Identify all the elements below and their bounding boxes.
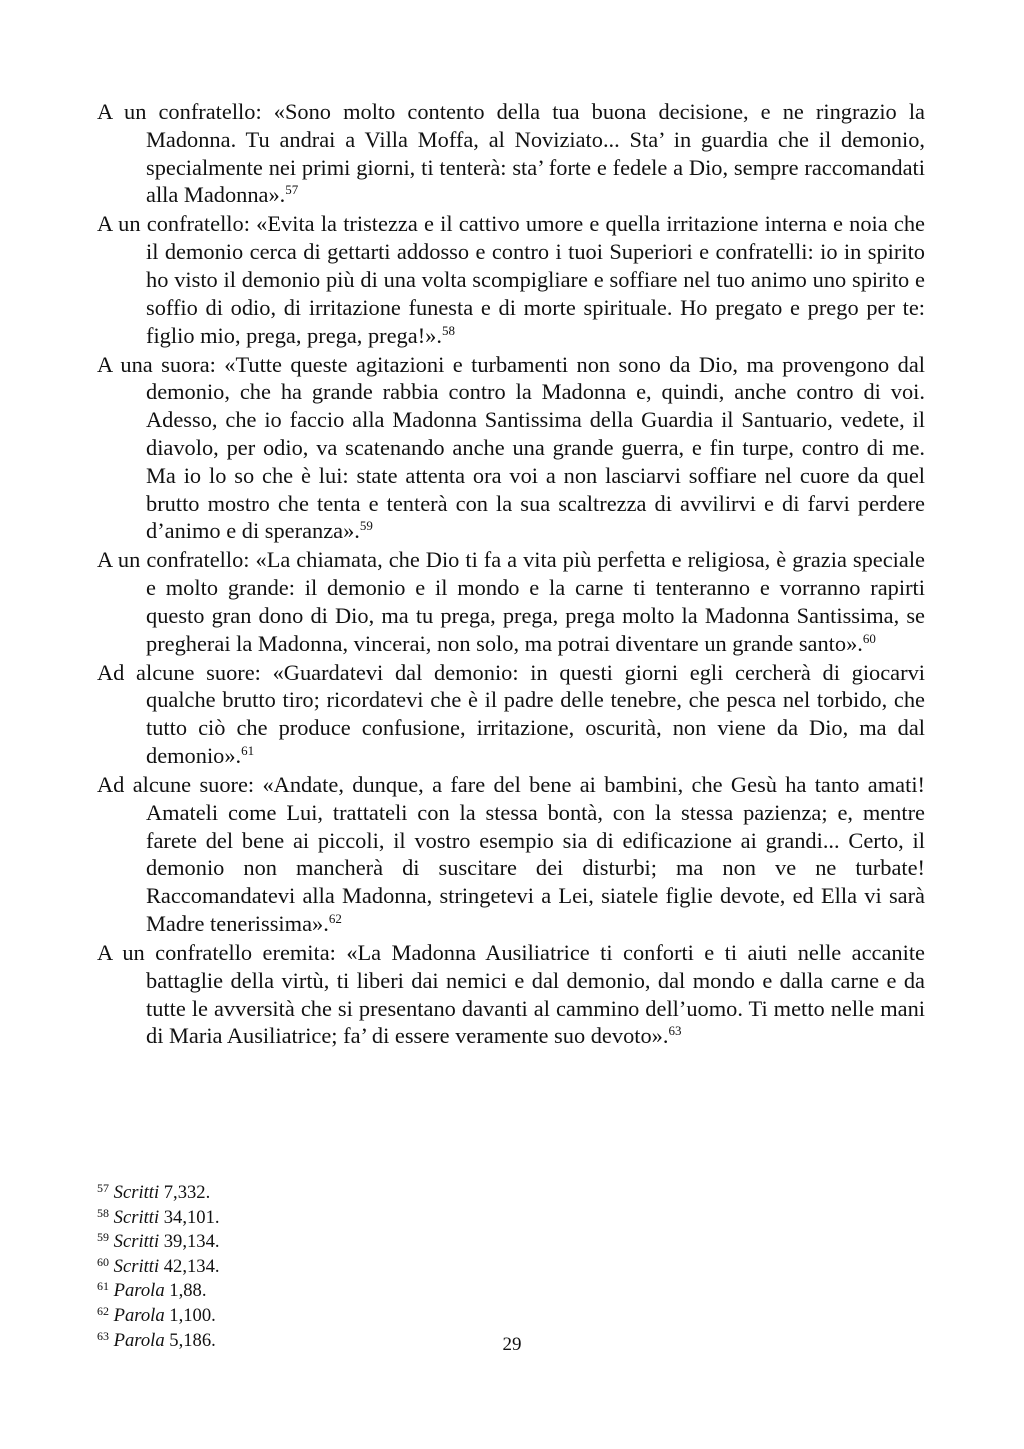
quote-entry-58: A un confratello: «Evita la tristezza e il cattivo umore e quella irritazione interna e noia che il demonio cerca di gettarti addosso e contro i tuoi Superiori e confratelli: io in spirito ho visto il demonio più di una volta scompigliare e soffiare nel tuo animo uno spirito e soffio di odio, di irritazione funesta e di morte spirituale. Ho pregato e prego per te: figlio mio, prega, prega, prega!».$^{58}$ [97, 211, 925, 348]
main-text [97, 98, 925, 1051]
footnote-57: $^{57}$ Scritti 7,332. [97, 1181, 211, 1203]
footnote-61: $^{61}$ Parola 1,88. [97, 1279, 207, 1302]
page-number: 29 [502, 1334, 522, 1355]
quote-entry-61: Ad alcune suore: «Guardatevi dal demonio: in questi giorni egli cercherà di giocarvi qualche brutto tiro; ricordatevi che è il padre delle tenebre, che pesca nel torbido, che tutto ciò che produce confusione, irritazione, oscurità, non viene da Dio, ma dal demonio».$^{61}$ [97, 659, 925, 769]
footnote-59: $^{59}$ Scritti 39,134. [97, 1230, 220, 1253]
footnote-ref-59[interactable]: 59 [359, 518, 373, 534]
footnotes [97, 1181, 597, 1353]
quote-entry-60: A un confratello: «La chiamata, che Dio ti fa a vita più perfetta e religiosa, è grazia speciale e molto grande: il demonio e il mondo e la carne ti tenteranno e vorranno rapirti questo gran dono di Dio, ma tu prega, prega, prega molto la Madonna Santissima, se pregherai la Madonna, vincerai, non solo, ma potrai diventare un grande santo».$^{60}$ [97, 547, 925, 656]
quote-entry-59: A una suora: «Tutte queste agitazioni e turbamenti non sono da Dio, ma provengono dal demonio, che ha grande rabbia contro la Madonna e, quindi, anche contro di voi. Adesso, che io faccio alla Madonna Santissima della Guardia il Santuario, vedete, il diavolo, per odio, va scatenando anche una grande guerra, e fin turpe, contro di me. Ma io lo so che è lui: state attenta ora voi a non lasciarvi soffiare nel cuore da quel brutto mostro che tenta e tenterà con la sua scaltrezza di avvilirvi e di farvi perdere d’animo e di speranza».$^{59}$ [97, 351, 925, 544]
quote-entry-57: A un confratello: «Sono molto contento della tua buona decisione, e ne ringrazio la Madonna. Tu andrai a Villa Moffa, al Noviziato... Sta’ in guardia che il demonio, specialmente nei primi giorni, ti tenterà: sta’ forte e fedele a Dio, sempre raccomandati alla Madonna».$^{57}$ [97, 99, 925, 208]
quote-entry-63: A un confratello eremita: «La Madonna Ausiliatrice ti conforti e ti aiuti nelle accanite battaglie della virtù, ti liberi dai nemici e dal demonio, dal mondo e dalla carne e da tutte le avversità che si presentano davanti al cammino dell’uomo. Ti metto nelle mani di Maria Ausiliatrice; fa’ di essere veramente suo devoto».$^{63}$ [97, 940, 925, 1049]
quote-entry-62: Ad alcune suore: «Andate, dunque, a fare del bene ai bambini, che Gesù ha tanto amati! Amateli come Lui, trattateli con la stessa bontà, con la stessa pazienza; e, mentre farete del bene ai piccoli, il vostro esempio sia di edificazione ai grandi... Certo, il demonio non mancherà di suscitare dei disturbi; ma non ve ne turbate! Raccomandatevi alla Madonna, stringetevi a Lei, siatele figlie devote, ed Ella vi sarà Madre tenerissima».$^{62}$ [97, 772, 925, 937]
footnote-ref-63[interactable]: 63 [668, 1023, 682, 1039]
footnote-ref-58[interactable]: 58 [441, 322, 455, 338]
footnote-58: $^{58}$ Scritti 34,101. [97, 1205, 220, 1228]
footnote-ref-62[interactable]: 62 [328, 911, 342, 927]
footnote-ref-60[interactable]: 60 [862, 630, 876, 646]
footnote-62: $^{62}$ Parola 1,100. [97, 1303, 216, 1326]
footnote-63: $^{63}$ Parola 5,186. [97, 1328, 216, 1351]
footnote-ref-61[interactable]: 61 [241, 743, 255, 759]
footnote-60: $^{60}$ Scritti 42,134. [97, 1254, 220, 1277]
footnote-ref-57[interactable]: 57 [285, 182, 299, 198]
